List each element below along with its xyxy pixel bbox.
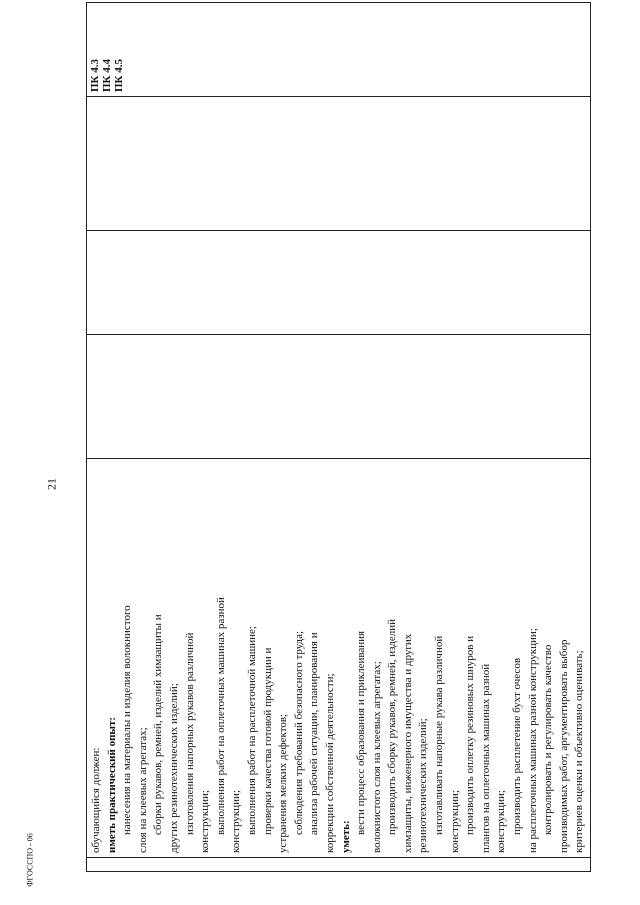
empty-cell <box>87 231 591 335</box>
requirement-line: конструкции; <box>495 790 508 853</box>
requirement-line: коррекции собственной деятельности; <box>323 673 336 853</box>
requirement-line: иметь практический опыт: <box>105 716 118 853</box>
requirements-text <box>89 463 588 853</box>
rotated-table-frame <box>86 42 586 872</box>
requirement-line: вести процесс образования и приклеивания <box>355 630 368 835</box>
requirement-line: соблюдения требований безопасного труда; <box>292 630 305 835</box>
rotated-table-sheet <box>86 42 586 872</box>
requirement-line: химзащиты, инженерного имущества и других <box>401 633 414 853</box>
index-cell <box>87 858 591 872</box>
requirement-line: обучающийся должен: <box>90 747 102 853</box>
competency-code: ПК 4.4 <box>101 58 113 92</box>
page-number: 21 <box>44 478 59 490</box>
requirement-line: конструкции; <box>230 790 243 853</box>
requirements-cell <box>87 459 591 858</box>
requirement-line: производимых работ, аргументировать выбор <box>557 639 570 853</box>
requirement-line: производить оплетку резиновых шнуров и <box>464 635 477 835</box>
requirement-line: критериев оценки и объективно оценивать; <box>573 650 586 853</box>
footer-doc-code: ФГОССПО - 06 <box>25 833 35 887</box>
empty-cell <box>87 97 591 231</box>
requirement-line: уметь: <box>339 820 352 853</box>
requirement-line: проверки качества готовой продукции и <box>261 647 274 835</box>
curriculum-table <box>86 2 591 872</box>
competency-code: ПК 4.5 <box>113 58 125 92</box>
requirement-line: волокнистого слоя на клеевых агрегатах; <box>370 661 383 853</box>
requirement-line: сборки рукавов, ремней, изделий химзащиты и <box>152 614 165 835</box>
requirement-line: устранения мелких дефектов; <box>277 713 290 853</box>
requirement-line: анализа рабочей ситуации, планирования и <box>308 632 321 835</box>
requirement-line: нанесения на материалы и изделия волокнистого <box>121 605 134 835</box>
requirement-line: резинотехнических изделий; <box>417 718 430 853</box>
competency-code: ПК 4.3 <box>89 58 101 92</box>
competency-codes-cell <box>87 3 591 97</box>
table-row <box>87 3 591 872</box>
empty-cell <box>87 335 591 459</box>
requirement-line: слоя на клеевых агрегатах; <box>136 727 149 853</box>
requirement-line: контролировать и регулировать качество <box>542 644 555 835</box>
requirement-line: конструкции; <box>199 790 212 853</box>
requirement-line: конструкции; <box>448 790 461 853</box>
requirement-line: изготавливать напорные рукава различной <box>433 635 446 835</box>
requirement-line: плангов на оплеточных машинах разной <box>479 663 492 853</box>
requirement-line: производить расплетение бухт очесов <box>511 657 524 835</box>
requirement-line: на расплеточных машинах разной конструкции; <box>526 628 539 853</box>
requirement-line: выполнения работ на расплеточной машине; <box>245 626 258 835</box>
requirement-line: изготовления напорных рукавов различной <box>183 632 196 835</box>
requirement-line: производить сборку рукавов, ремней, изделий <box>386 618 399 835</box>
requirement-line: выполнения работ на оплеточных машинах разной <box>214 597 227 835</box>
requirement-line: других резинотехнических изделий; <box>167 683 180 853</box>
